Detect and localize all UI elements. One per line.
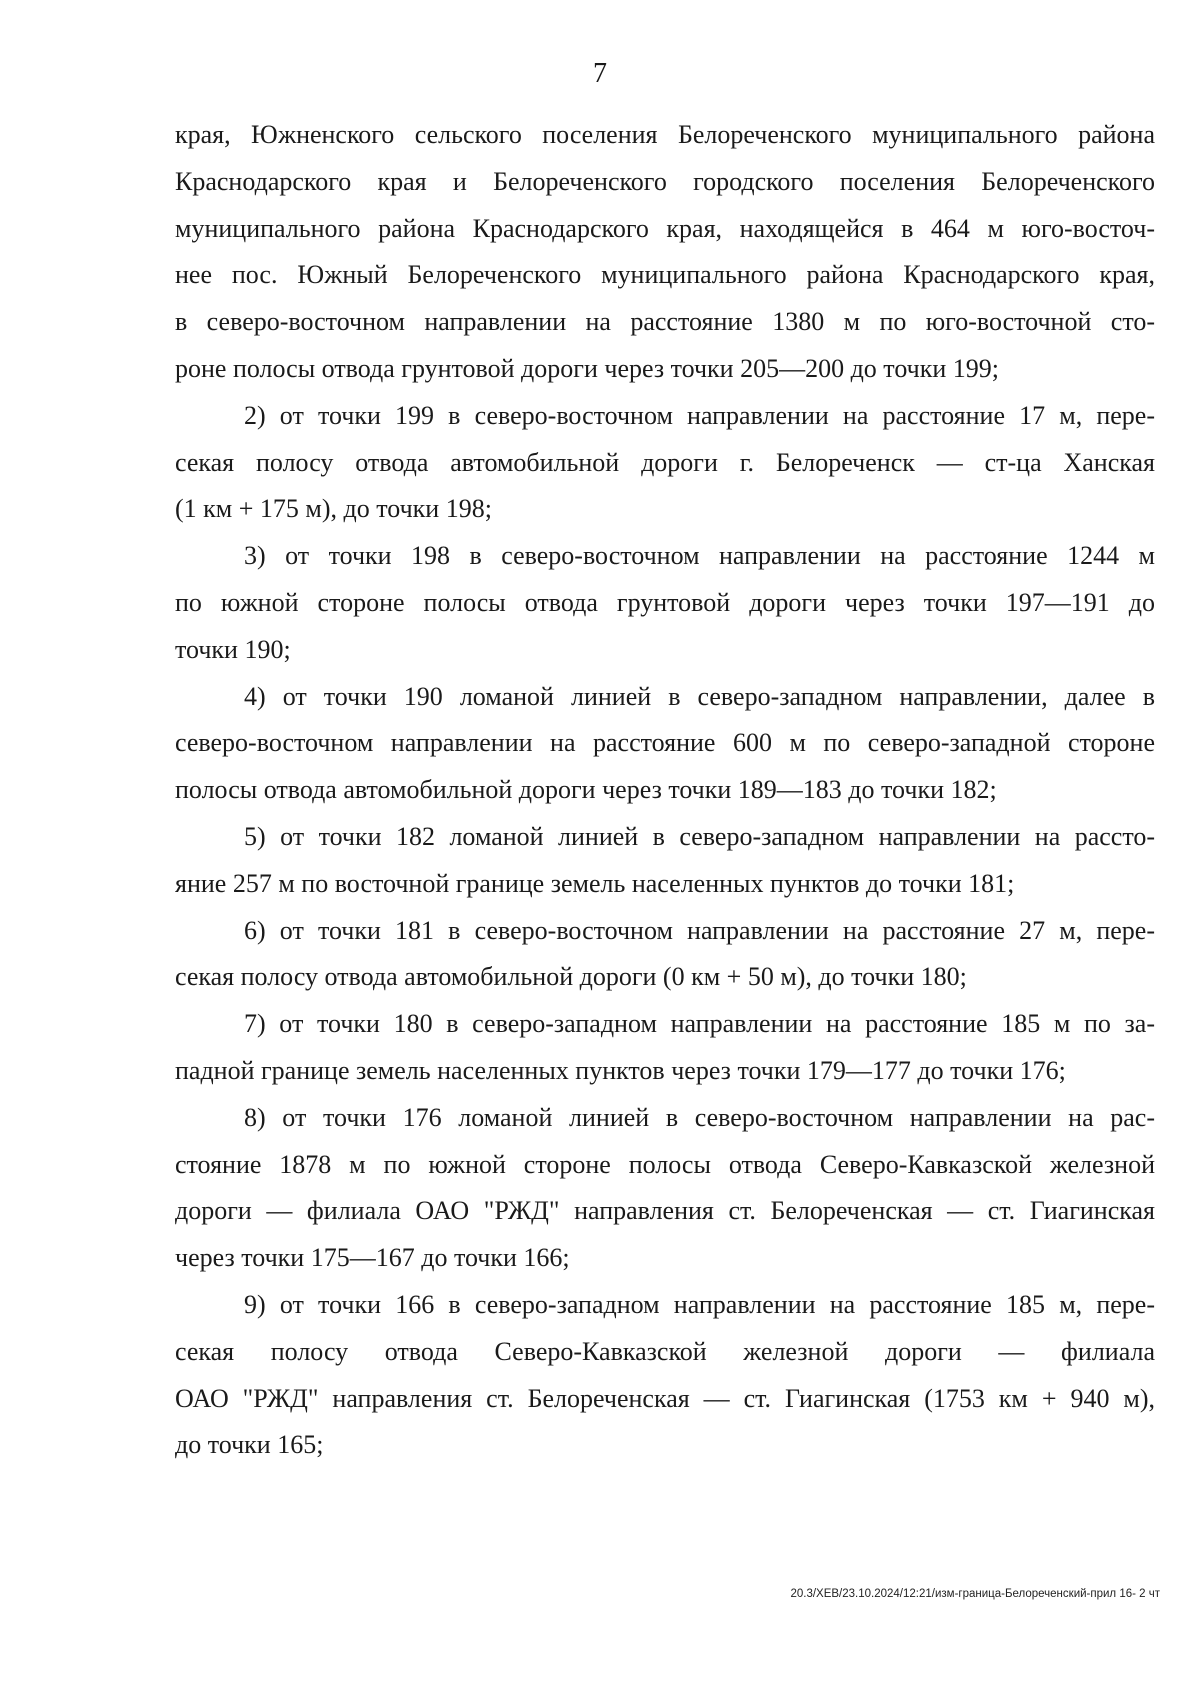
paragraph-item-9 [175, 1282, 1155, 1469]
text-line: края, Южненского сельского поселения Белореченского муниципального района [175, 120, 1155, 149]
paragraph-item-7 [175, 1001, 1155, 1095]
text-line: дороги — филиала ОАО "РЖД" направления ст. Белореченская — ст. Гиагинская [175, 1196, 1155, 1226]
text-line: стояние 1878 м по южной стороне полосы отвода Северо-Кавказской железной [175, 1149, 1155, 1179]
text-line: секая полосу отвода Северо-Кавказской железной дороги — филиала [175, 1336, 1155, 1366]
text-line: роне полосы отвода грунтовой дороги через точки 205—200 до точки 199; [175, 353, 1000, 383]
text-line: через точки 175—167 до точки 166; [175, 1243, 570, 1273]
page-number: 7 [593, 58, 607, 89]
text-line: Краснодарского края и Белореченского городского поселения Белореченского [175, 166, 1155, 196]
document-body [175, 112, 1155, 1469]
text-line: секая полосу отвода автомобильной дороги г. Белореченск — ст-ца Ханская [175, 447, 1155, 477]
text-line: полосы отвода автомобильной дороги через точки 189—183 до точки 182; [175, 775, 997, 805]
text-line: 2) от точки 199 в северо-восточном направлении на расстояние 17 м, пере- [244, 400, 1155, 430]
text-line: по южной стороне полосы отвода грунтовой дороги через точки 197—191 до [175, 587, 1155, 617]
text-line: 7) от точки 180 в северо-западном направлении на расстояние 185 м по за- [244, 1009, 1155, 1039]
document-code-footer: 20.3/ХЕВ/23.10.2024/12:21/изм-граница-Белореченский-прил 16- 2 чт [790, 1588, 1160, 1600]
paragraph-item-4 [175, 674, 1155, 814]
text-line: секая полосу отвода автомобильной дороги (0 км + 50 м), до точки 180; [175, 962, 967, 992]
text-line: яние 257 м по восточной границе земель населенных пунктов до точки 181; [175, 868, 1015, 898]
paragraph-item-3 [175, 533, 1155, 673]
text-line: 6) от точки 181 в северо-восточном направлении на расстояние 27 м, пере- [244, 915, 1155, 945]
text-line: 9) от точки 166 в северо-западном направлении на расстояние 185 м, пере- [244, 1289, 1155, 1319]
text-line: 8) от точки 176 ломаной линией в северо-восточном направлении на рас- [244, 1102, 1155, 1132]
text-line: 4) от точки 190 ломаной линией в северо-западном направлении, далее в [244, 681, 1155, 711]
text-line: в северо-восточном направлении на расстояние 1380 м по юго-восточной сто- [175, 307, 1155, 337]
text-line: нее пос. Южный Белореченского муниципального района Краснодарского края, [175, 260, 1155, 290]
text-line: северо-восточном направлении на расстояние 600 м по северо-западной стороне [175, 728, 1155, 758]
text-line: ОАО "РЖД" направления ст. Белореченская — ст. Гиагинская (1753 км + 940 м), [175, 1383, 1155, 1413]
paragraph-continuation [175, 112, 1155, 393]
paragraph-item-5 [175, 814, 1155, 908]
text-line: падной границе земель населенных пунктов через точки 179—177 до точки 176; [175, 1055, 1066, 1085]
paragraph-item-2 [175, 393, 1155, 533]
text-line: до точки 165; [175, 1430, 324, 1460]
text-line: (1 км + 175 м), до точки 198; [175, 494, 492, 524]
paragraph-item-6 [175, 908, 1155, 1002]
text-line: точки 190; [175, 634, 291, 664]
text-line: муниципального района Краснодарского края, находящейся в 464 м юго-восточ- [175, 213, 1155, 243]
text-line: 5) от точки 182 ломаной линией в северо-западном направлении на рассто- [244, 821, 1155, 851]
text-line: 3) от точки 198 в северо-восточном направлении на расстояние 1244 м [244, 541, 1155, 571]
paragraph-item-8 [175, 1095, 1155, 1282]
